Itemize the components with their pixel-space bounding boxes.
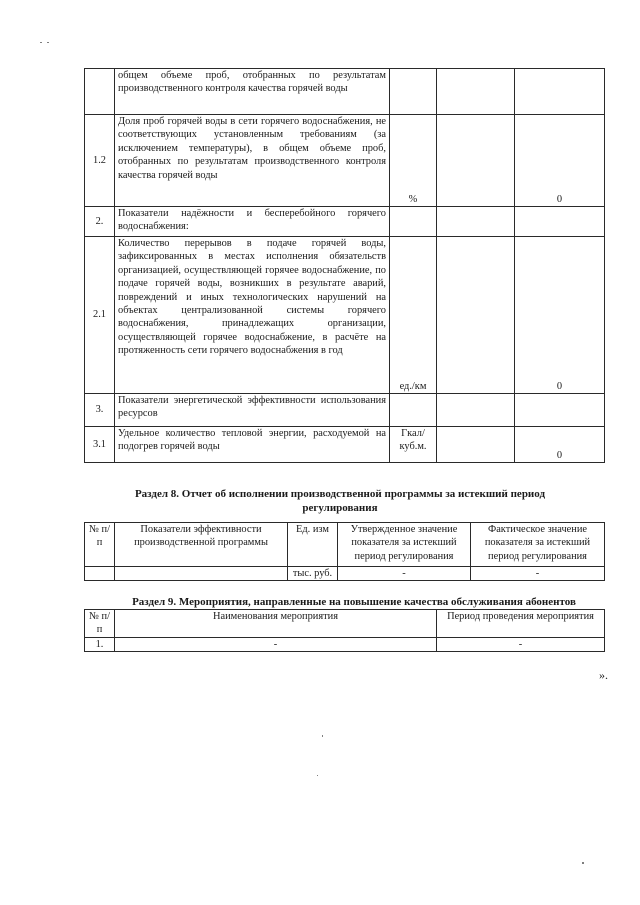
empty-cell	[437, 115, 515, 207]
unit-cell: %	[390, 115, 437, 207]
indicator-text: Доля проб горячей воды в сети горячего водоснабжения, не соответствующих установленным требованиям (за исключением температуры), в общем объеме проб, отобранных по результатам производственного контроля качества горячей воды	[115, 115, 390, 207]
row-number: 3.	[85, 394, 115, 427]
report-table	[84, 522, 605, 581]
indicator-text: Удельное количество тепловой энергии, расходуемой на подогрев горячей воды	[115, 427, 390, 463]
cell-period: -	[437, 638, 605, 652]
closing-quote-mark: ».	[599, 668, 608, 682]
row-number	[85, 69, 115, 115]
unit-cell	[390, 394, 437, 427]
header-period: Период проведения мероприятия	[437, 610, 605, 638]
section-8-heading: Раздел 8. Отчет об исполнении производственной программы за истекший период регулирования	[134, 488, 546, 514]
unit-cell	[390, 69, 437, 115]
scan-speck	[322, 735, 323, 737]
unit-cell: ед./км	[390, 237, 437, 394]
empty-cell	[437, 394, 515, 427]
table-row	[85, 207, 605, 237]
empty-cell	[437, 427, 515, 463]
table-header-row	[85, 523, 605, 567]
header-unit: Ед. изм	[288, 523, 338, 567]
scan-speck	[40, 42, 42, 43]
table-row	[85, 638, 605, 652]
scan-speck	[582, 862, 584, 864]
table-row	[85, 115, 605, 207]
unit-cell	[390, 207, 437, 237]
value-cell	[515, 207, 605, 237]
cell-unit: тыс. руб.	[288, 567, 338, 581]
value-cell	[515, 69, 605, 115]
value-cell	[515, 394, 605, 427]
empty-cell	[437, 207, 515, 237]
table-row	[85, 237, 605, 394]
cell-number: 1.	[85, 638, 115, 652]
cell-indicator	[115, 567, 288, 581]
unit-cell: Гкал/ куб.м.	[390, 427, 437, 463]
header-approved-value: Утвержденное значение показателя за истекший период регулирования	[338, 523, 471, 567]
table-row	[85, 394, 605, 427]
value-cell: 0	[515, 427, 605, 463]
scan-speck	[47, 42, 49, 43]
cell-number	[85, 567, 115, 581]
row-number: 1.2	[85, 115, 115, 207]
scan-speck	[317, 775, 318, 776]
indicators-table	[84, 68, 605, 463]
indicator-text: Показатели надёжности и бесперебойного горячего водоснабжения:	[115, 207, 390, 237]
header-number: № п/п	[85, 523, 115, 567]
indicator-text: Показатели энергетической эффективности использования ресурсов	[115, 394, 390, 427]
row-number: 3.1	[85, 427, 115, 463]
cell-approved: -	[338, 567, 471, 581]
cell-measure: -	[115, 638, 437, 652]
header-number: № п/п	[85, 610, 115, 638]
measures-table	[84, 609, 605, 652]
table-row	[85, 69, 605, 115]
header-measure-name: Наименования мероприятия	[115, 610, 437, 638]
cell-actual: -	[471, 567, 605, 581]
empty-cell	[437, 69, 515, 115]
table-row	[85, 427, 605, 463]
row-number: 2.1	[85, 237, 115, 394]
empty-cell	[437, 237, 515, 394]
header-indicators: Показатели эффективности производственной программы	[115, 523, 288, 567]
table-row	[85, 567, 605, 581]
value-cell: 0	[515, 237, 605, 394]
indicator-text: Количество перерывов в подаче горячей воды, зафиксированных в местах исполнения обязательств организацией, осуществляющей горячее водоснабжение, по подаче горячей воды, возникших в результате аварий, повреждений и иных технологических нарушений на объектах централизованной системы горячего водоснабжения, принадлежащих организации, осуществляющей горячее водоснабжение, в расчёте на протяженность сети горячего водоснабжения в год	[115, 237, 390, 394]
indicator-text: общем объеме проб, отобранных по результатам производственного контроля качества горячей воды	[115, 69, 390, 115]
table-header-row	[85, 610, 605, 638]
header-actual-value: Фактическое значение показателя за истекший период регулирования	[471, 523, 605, 567]
value-cell: 0	[515, 115, 605, 207]
section-9-heading: Раздел 9. Мероприятия, направленные на повышение качества обслуживания абонентов	[132, 596, 576, 608]
row-number: 2.	[85, 207, 115, 237]
